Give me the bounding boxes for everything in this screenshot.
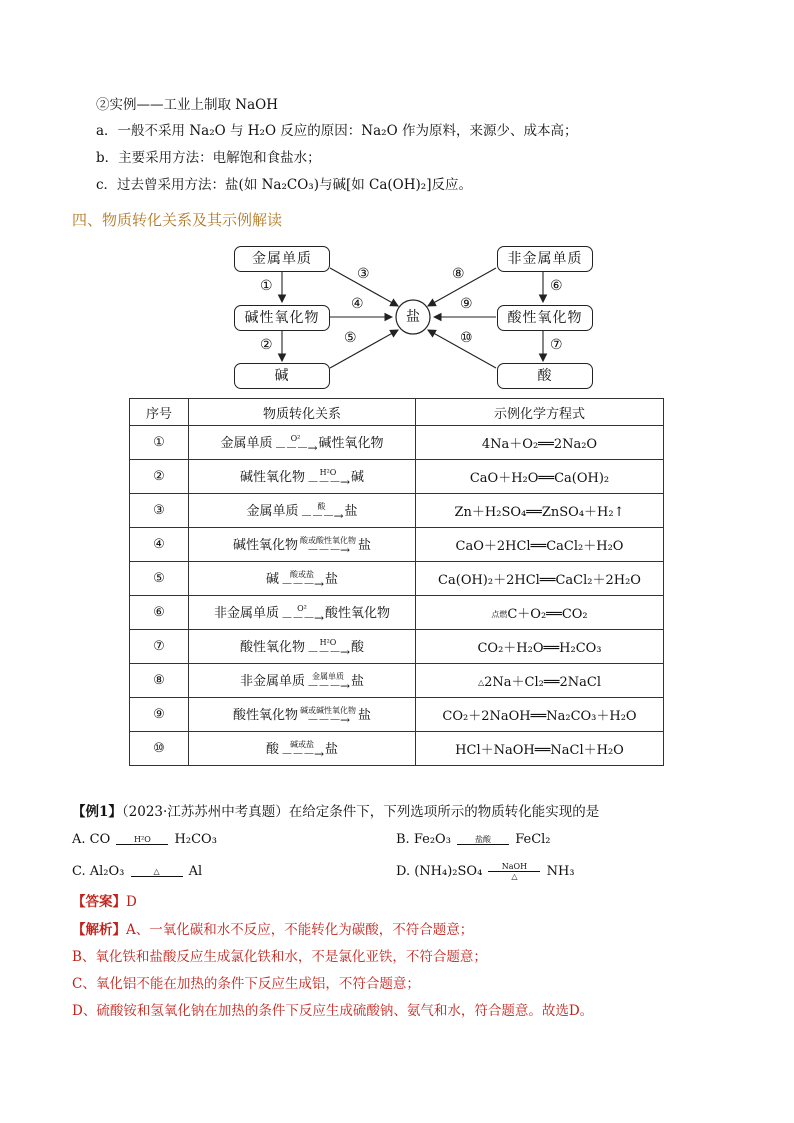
- analysis-line-1: [72, 920, 473, 940]
- intro-line-1: ②实例——工业上制取 NaOH: [96, 97, 278, 113]
- eq-cond: △: [477, 678, 485, 687]
- box-basic-oxide: 碱性氧化物: [234, 305, 330, 331]
- row-equation: [416, 528, 664, 562]
- row-relation: [189, 732, 416, 766]
- table-row: [130, 494, 664, 528]
- table-row: [130, 732, 664, 766]
- row-from: 非金属单质: [239, 674, 305, 689]
- row-to: 盐: [351, 674, 365, 689]
- row-num: ⑥: [130, 596, 189, 630]
- label-5: ⑤: [344, 330, 357, 346]
- row-to: 盐: [325, 572, 339, 587]
- option-d-product: NH₃: [546, 864, 575, 879]
- option-c-product: Al: [188, 864, 203, 879]
- table-row: [130, 664, 664, 698]
- arrow-glyph: －－－→: [274, 441, 317, 455]
- option-c: [72, 864, 202, 879]
- row-cond: 酸或盐: [290, 570, 314, 579]
- row-equation: [416, 426, 664, 460]
- row-num: ⑧: [130, 664, 189, 698]
- arrow-glyph: －－－→: [306, 645, 350, 659]
- answer-value: D: [126, 894, 137, 910]
- row-num: ④: [130, 528, 189, 562]
- row-relation: [189, 630, 416, 664]
- option-a-cond: H²O: [134, 834, 151, 844]
- analysis-line-3: C、氧化铝不能在加热的条件下反应生成铝，不符合题意；: [72, 976, 420, 992]
- row-equation: [416, 494, 664, 528]
- option-c-label: C. Al₂O₃: [72, 864, 125, 879]
- analysis-line-4: D、硫酸铵和氢氧化钠在加热的条件下反应生成硫酸钠、氨气和水，符合题意。故选D。: [72, 1003, 594, 1019]
- row-equation: [416, 664, 664, 698]
- row-from: 金属单质: [246, 504, 299, 519]
- row-num: ⑨: [130, 698, 189, 732]
- eq-text: CaO＋2HCl══CaCl₂＋H₂O: [455, 539, 624, 554]
- row-from: 非金属单质: [213, 606, 279, 621]
- option-d-cond-bottom: △: [511, 872, 518, 881]
- row-to: 酸: [351, 640, 365, 655]
- label-10: ⑩: [460, 330, 473, 346]
- row-cond: O²: [290, 434, 301, 443]
- row-relation: [189, 528, 416, 562]
- analysis-tag: 【解析】: [72, 922, 126, 938]
- option-a: [72, 832, 217, 847]
- row-cond: 酸或酸性氧化物: [300, 536, 356, 545]
- conversion-diagram: [0, 238, 794, 398]
- option-b: [396, 832, 551, 847]
- table-row: [130, 596, 664, 630]
- option-d-label: D. (NH₄)₂SO₄: [396, 864, 483, 879]
- arrow-glyph: －－－→: [306, 543, 350, 557]
- row-to: 盐: [344, 504, 358, 519]
- eq-text: C＋O₂══CO₂: [507, 607, 588, 622]
- header-num: 序号: [130, 399, 189, 426]
- row-relation: [189, 664, 416, 698]
- label-8: ⑧: [452, 266, 465, 282]
- row-to: 碱: [351, 470, 365, 485]
- option-a-label: A. CO: [72, 832, 111, 847]
- eq-text: HCl＋NaOH══NaCl＋H₂O: [455, 743, 624, 758]
- box-salt: 盐: [406, 309, 420, 325]
- analysis-line-2: B、氧化铁和盐酸反应生成氯化铁和水，不是氯化亚铁，不符合题意；: [72, 949, 487, 965]
- label-3: ③: [357, 266, 370, 282]
- row-cond: H²O: [319, 638, 337, 647]
- label-7: ⑦: [550, 337, 563, 353]
- row-to: 碱性氧化物: [318, 436, 384, 451]
- row-from: 碱性氧化物: [232, 538, 298, 553]
- table-row: [130, 460, 664, 494]
- row-from: 酸性氧化物: [232, 708, 298, 723]
- analysis-text-1: A、一氧化碳和水不反应，不能转化为碳酸，不符合题意；: [126, 922, 474, 938]
- header-relation: 物质转化关系: [189, 399, 416, 426]
- row-equation: [416, 698, 664, 732]
- header-equation: 示例化学方程式: [416, 399, 664, 426]
- row-relation: [189, 596, 416, 630]
- box-acidic-oxide: 酸性氧化物: [497, 305, 593, 331]
- table-row: [130, 528, 664, 562]
- row-cond: H²O: [319, 468, 337, 477]
- arrow-glyph: －－－→: [280, 611, 324, 625]
- option-d: [396, 862, 575, 881]
- row-to: 盐: [358, 538, 372, 553]
- label-6: ⑥: [550, 278, 563, 294]
- conversion-table: [129, 398, 664, 766]
- answer-tag: 【答案】: [72, 894, 126, 910]
- row-cond: 酸: [317, 502, 326, 511]
- arrow-glyph: －－－→: [280, 577, 324, 591]
- arrow-glyph: －－－→: [306, 713, 350, 727]
- intro-line-4: c．过去曾采用方法：盐(如 Na₂CO₃)与碱[如 Ca(OH)₂]反应。: [96, 177, 472, 193]
- row-num: ③: [130, 494, 189, 528]
- row-from: 碱: [265, 572, 279, 587]
- row-to: 酸性氧化物: [325, 606, 391, 621]
- row-equation: [416, 630, 664, 664]
- eq-text: 4Na＋O₂══2Na₂O: [481, 437, 598, 452]
- row-from: 金属单质: [220, 436, 273, 451]
- row-cond: 碱或盐: [290, 740, 314, 749]
- row-relation: [189, 698, 416, 732]
- table-row: [130, 426, 664, 460]
- option-a-product: H₂CO₃: [174, 832, 217, 847]
- arrow-glyph: －－－→: [300, 509, 343, 523]
- table-header-row: [130, 399, 664, 426]
- example-title: [72, 802, 599, 822]
- row-num: ②: [130, 460, 189, 494]
- row-from: 酸性氧化物: [239, 640, 305, 655]
- row-equation: [416, 732, 664, 766]
- table-row: [130, 630, 664, 664]
- eq-text: 2Na＋Cl₂══2NaCl: [484, 675, 602, 690]
- row-cond: 碱或碱性氧化物: [300, 706, 356, 715]
- row-equation: [416, 596, 664, 630]
- row-num: ①: [130, 426, 189, 460]
- row-to: 盐: [358, 708, 372, 723]
- eq-text: Zn＋H₂SO₄══ZnSO₄＋H₂↑: [454, 505, 625, 520]
- eq-text: CO₂＋H₂O══H₂CO₃: [477, 641, 602, 656]
- option-d-cond-top: NaOH: [501, 862, 528, 871]
- eq-text: Ca(OH)₂＋2HCl══CaCl₂＋2H₂O: [438, 573, 641, 588]
- row-relation: [189, 426, 416, 460]
- row-to: 盐: [325, 742, 339, 757]
- row-from: 碱性氧化物: [239, 470, 305, 485]
- label-9: ⑨: [460, 296, 473, 312]
- option-b-label: B. Fe₂O₃: [396, 832, 451, 847]
- label-2: ②: [260, 337, 273, 353]
- table-row: [130, 698, 664, 732]
- option-b-product: FeCl₂: [515, 832, 551, 847]
- table-row: [130, 562, 664, 596]
- option-c-cond: △: [153, 866, 160, 876]
- intro-line-2: a．一般不采用 Na₂O 与 H₂O 反应的原因：Na₂O 作为原料，来源少、成本高；: [96, 123, 578, 139]
- row-from: 酸: [265, 742, 279, 757]
- row-cond: 金属单质: [312, 672, 344, 681]
- arrow-glyph: －－－→: [306, 475, 350, 489]
- example-tag: 【例1】: [72, 804, 122, 820]
- box-metal: 金属单质: [234, 246, 330, 272]
- row-relation: [189, 460, 416, 494]
- answer-line: [72, 892, 137, 912]
- arrow-glyph: －－－→: [280, 747, 324, 761]
- row-relation: [189, 494, 416, 528]
- label-4: ④: [351, 296, 364, 312]
- row-num: ⑩: [130, 732, 189, 766]
- box-base: 碱: [234, 363, 330, 389]
- row-cond: O²: [297, 604, 307, 613]
- row-equation: [416, 460, 664, 494]
- arrow-5: [330, 330, 398, 368]
- row-num: ⑤: [130, 562, 189, 596]
- arrow-glyph: －－－→: [306, 679, 350, 693]
- eq-text: CaO＋H₂O══Ca(OH)₂: [469, 471, 610, 486]
- box-acid: 酸: [497, 363, 593, 389]
- eq-text: CO₂＋2NaOH══Na₂CO₃＋H₂O: [442, 709, 637, 724]
- row-num: ⑦: [130, 630, 189, 664]
- eq-cond: 点燃: [491, 610, 508, 619]
- box-nonmetal: 非金属单质: [497, 246, 593, 272]
- intro-line-3: b．主要采用方法：电解饱和食盐水；: [96, 150, 321, 166]
- label-1: ①: [260, 278, 273, 294]
- row-relation: [189, 562, 416, 596]
- example-source: （2023·江苏苏州中考真题）在给定条件下，下列选项所示的物质转化能实现的是: [121, 804, 600, 820]
- section-heading: 四、物质转化关系及其示例解读: [72, 211, 283, 229]
- option-b-cond: 盐酸: [475, 834, 492, 844]
- diagram-arrows: [0, 238, 794, 398]
- row-equation: [416, 562, 664, 596]
